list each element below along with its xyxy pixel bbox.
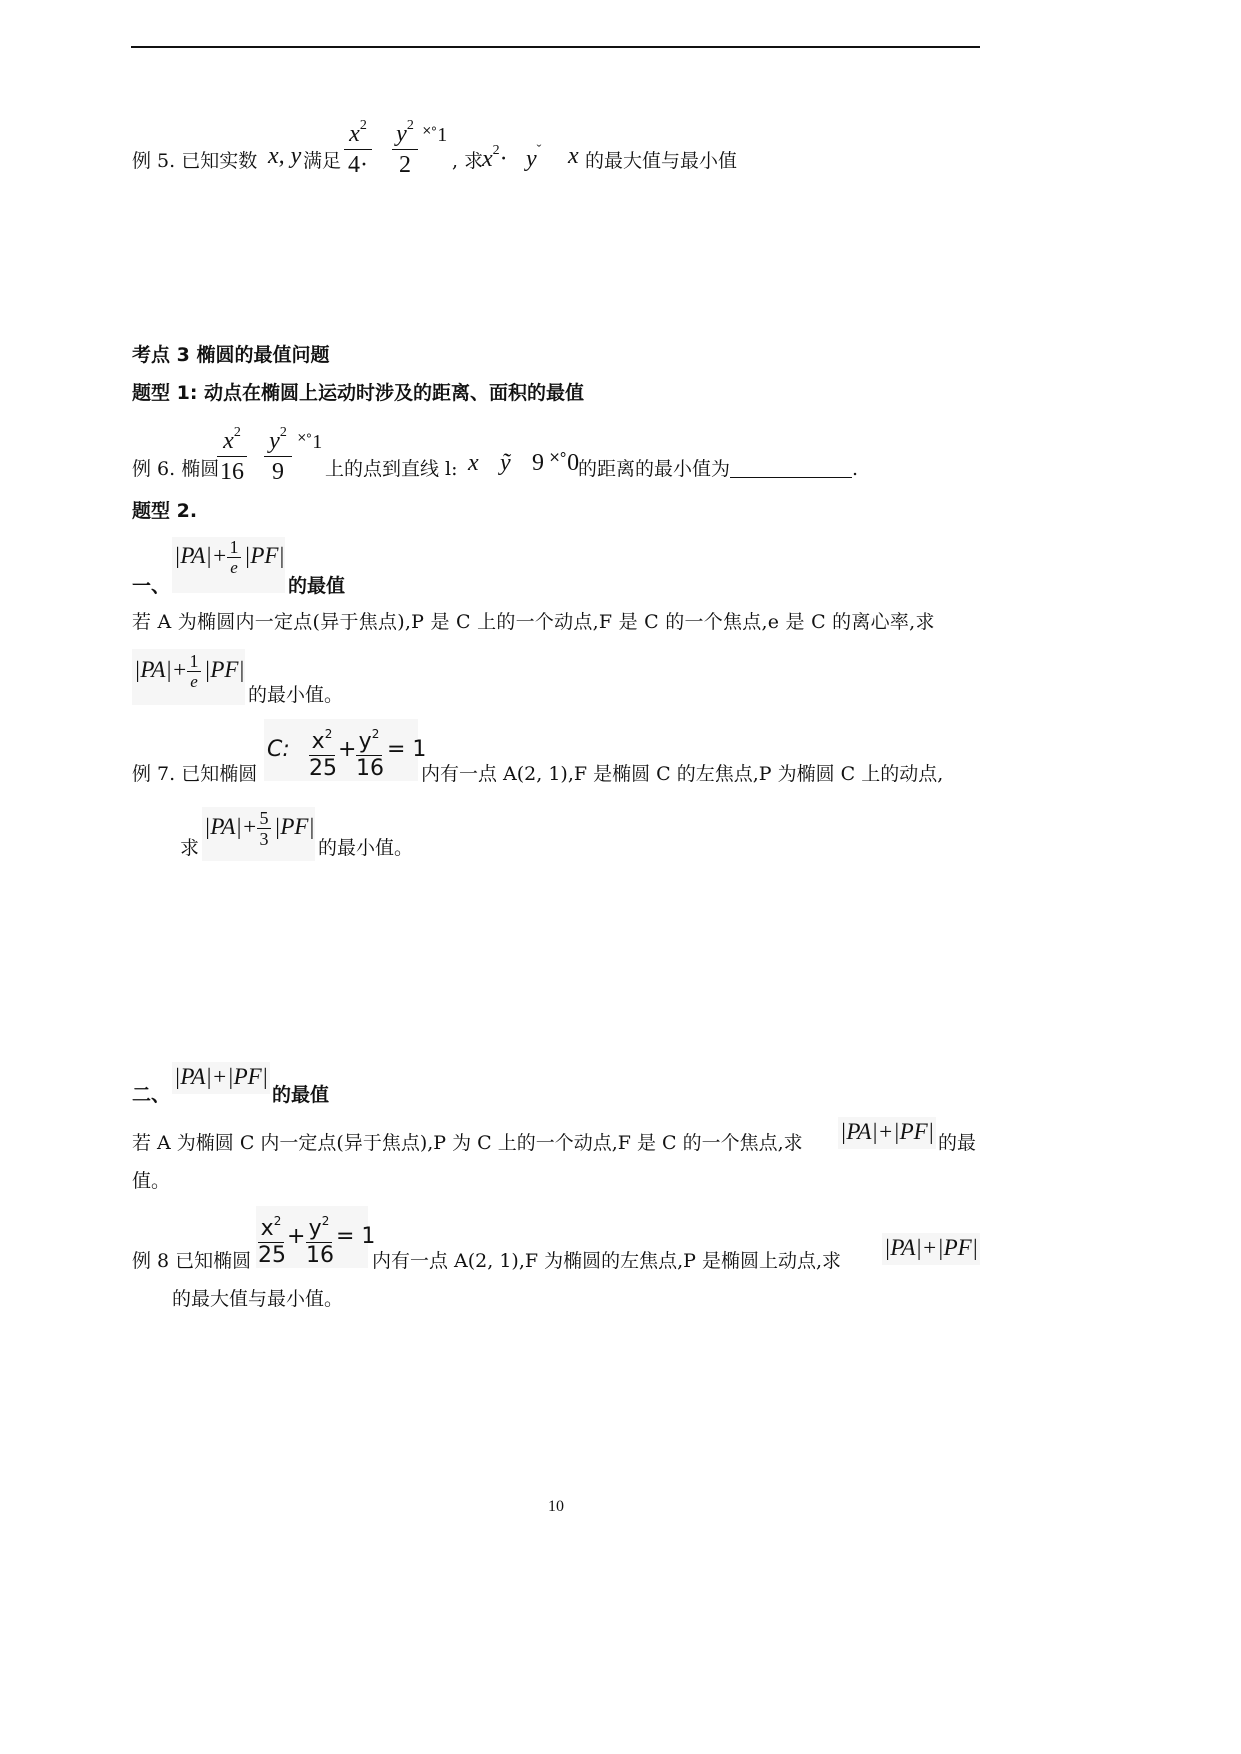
answer-blank	[730, 457, 852, 478]
header-rule	[131, 46, 980, 48]
ex5-prefix: 例 5. 已知实数	[132, 150, 258, 172]
ex8-prefix: 例 8 已知椭圆	[132, 1250, 252, 1272]
ex6-line-x: x	[468, 450, 479, 476]
ex7-mid: 内有一点 A(2, 1),F 是椭圆 C 的左焦点,P 为椭圆 C 上的动点,	[421, 763, 944, 785]
ex5-satisfy: 满足	[303, 150, 342, 172]
ex5-expr-y2: $y^ˇ$	[526, 143, 542, 172]
ex8-mid: 内有一点 A(2, 1),F 为椭圆的左焦点,P 是椭圆上动点,求	[372, 1250, 842, 1272]
ex6-mid: 上的点到直线 l:	[325, 458, 458, 480]
ex5-fraction-y2-over-2: $y^2$ 2	[392, 112, 418, 179]
type-2-heading: 题型 2.	[132, 500, 198, 522]
ex8-line2: 的最大值与最小值。	[172, 1288, 344, 1310]
part-two-label: 二、	[132, 1084, 171, 1106]
ex5-equals-one: ˟˚1	[423, 124, 448, 146]
part-one-desc-tail: 的最小值。	[248, 684, 344, 706]
part-two-desc-tail: 的最	[938, 1132, 977, 1154]
ex6-line-const: 9 ˟˚0	[532, 450, 580, 476]
ex7-prefix: 例 7. 已知椭圆	[132, 763, 258, 785]
ex7-tail: 的最小值。	[318, 837, 414, 859]
ex6-equals-one: ˟˚1	[298, 431, 323, 453]
formula-pa-plus-5-3-pf: |PA|+ 5 3 |PF|	[202, 807, 315, 861]
ex5-tail: 的最大值与最小值	[585, 150, 738, 172]
ex6-fraction-x2-over-16: $x^2$ 16	[217, 419, 247, 486]
ex5-ask: , 求	[452, 150, 484, 172]
section-3-title: 考点 3 椭圆的最值问题	[132, 344, 330, 366]
part-two-desc-line2: 值。	[132, 1170, 171, 1192]
formula-pa-plus-pf-over-e-2: |PA|+ 1 e |PF|	[132, 649, 245, 705]
page-number: 10	[548, 1498, 564, 1515]
formula-pa-plus-pf-over-e: |PA|+ 1 e |PF|	[172, 537, 285, 593]
ex5-vars: x, y	[268, 143, 302, 169]
formula-pa-plus-pf: |PA|+|PF|	[172, 1062, 270, 1094]
part-two-description: 若 A 为椭圆 C 内一定点(异于焦点),P 为 C 上的一个动点,F 是 C 的一个焦点,求	[132, 1132, 803, 1154]
ex5-expr-x: x	[568, 143, 579, 169]
part-one-description: 若 A 为椭圆内一定点(异于焦点),P 是 C 上的一个动点,F 是 C 的一个焦点,e 是 C 的离心率,求	[132, 611, 935, 633]
formula-pa-plus-pf-3: |PA|+|PF|	[882, 1233, 980, 1265]
ex6-tail: 的距离的最小值为 .	[578, 458, 859, 480]
part-two-suffix: 的最值	[272, 1084, 330, 1106]
formula-pa-plus-pf-2: |PA|+|PF|	[838, 1117, 936, 1149]
part-one-suffix: 的最值	[288, 575, 346, 597]
ex7-ellipse-equation: C: $x^2$ 25 + $y^2$ 16 = 1	[264, 719, 418, 781]
ex6-fraction-y2-over-9: $y^2$ 9	[264, 419, 292, 486]
ex7-ask: 求	[180, 837, 200, 859]
ex6-prefix: 例 6. 椭圆	[132, 458, 220, 480]
ex6-line-y: ỹ	[500, 450, 511, 476]
ex5-fraction-x2-over-4: $x^2$ 4·	[344, 112, 372, 179]
part-one-label: 一、	[132, 575, 171, 597]
ex5-expr-x2: $x^2\cdot$	[482, 143, 508, 172]
ex8-ellipse-equation: $x^2$ 25 + $y^2$ 16 = 1	[256, 1206, 368, 1268]
type-1-heading: 题型 1: 动点在椭圆上运动时涉及的距离、面积的最值	[132, 382, 585, 404]
